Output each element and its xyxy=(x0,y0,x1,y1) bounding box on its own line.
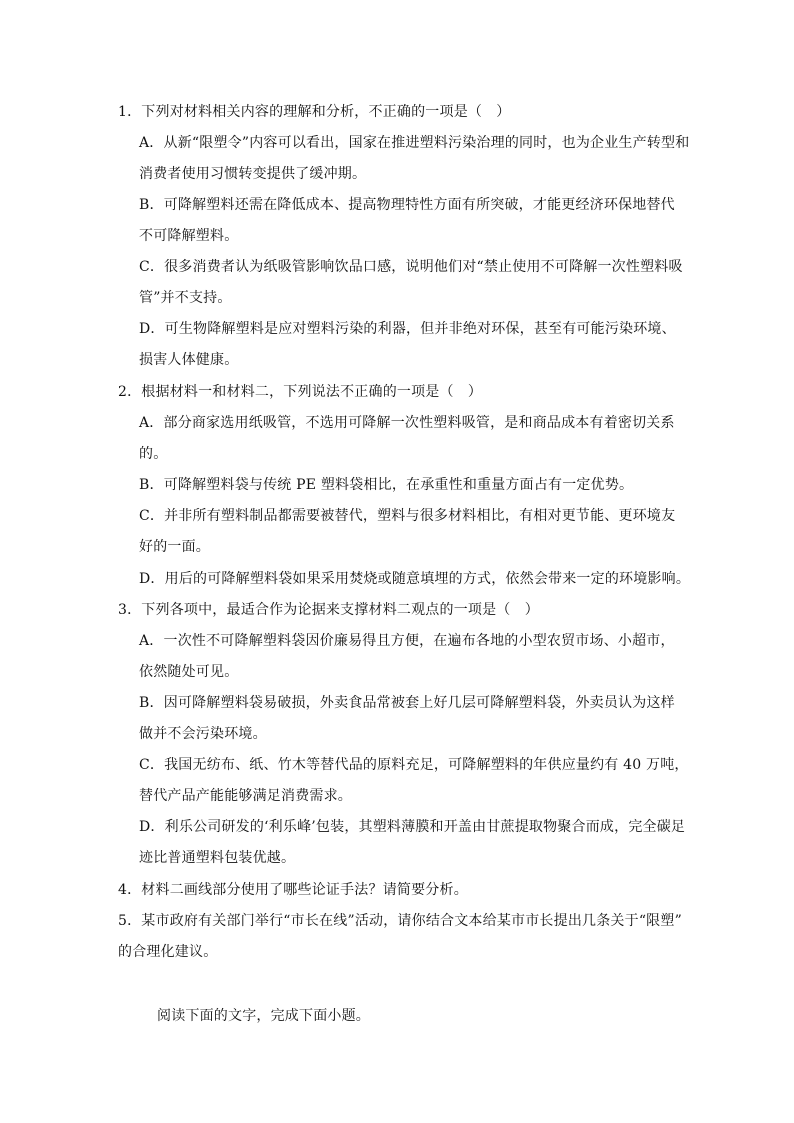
question-1-option-b-line-1: B．可降解塑料还需在降低成本、提高物理特性方面有所突破，才能更经济环保地替代 xyxy=(139,197,675,213)
question-2-option-a-line-2: 的。 xyxy=(139,446,168,462)
question-2-option-a-line-1: A．部分商家选用纸吸管，不选用可降解一次性塑料吸管，是和商品成本有着密切关系 xyxy=(139,415,675,431)
question-3-option-d-line-2: 迹比普通塑料包装优越。 xyxy=(139,850,296,866)
question-1-option-d-line-1: D．可生物降解塑料是应对塑料污染的利器，但并非绝对环保，甚至有可能污染环境、 xyxy=(139,321,676,337)
question-2-option-d-line-1: D．用后的可降解塑料袋如果采用焚烧或随意填埋的方式，依然会带来一定的环境影响。 xyxy=(139,571,691,587)
question-4-stem: 4．材料二画线部分使用了哪些论证手法？请简要分析。 xyxy=(118,882,468,898)
question-2-option-b-line-1: B．可降解塑料袋与传统 PE 塑料袋相比，在承重性和重量方面占有一定优势。 xyxy=(139,477,634,493)
question-3-stem: 3．下列各项中，最适合作为论据来支撑材料二观点的一项是（ ） xyxy=(118,602,539,618)
question-1-option-c-line-1: C．很多消费者认为纸吸管影响饮品口感，说明他们对“禁止使用不可降解一次性塑料吸 xyxy=(139,259,683,275)
question-1-option-d-line-2: 损害人体健康。 xyxy=(139,352,239,368)
question-5-stem-line-2: 的合理化建议。 xyxy=(118,944,218,960)
question-2-option-c-line-2: 好的一面。 xyxy=(139,539,210,555)
question-3-option-b-line-2: 做并不会污染环境。 xyxy=(139,726,267,742)
question-1-option-b-line-2: 不可降解塑料。 xyxy=(139,228,239,244)
question-3-option-a-line-1: A．一次性不可降解塑料袋因价廉易得且方便，在遍布各地的小型农贸市场、小超市， xyxy=(139,633,675,649)
question-3-option-d-line-1: D．利乐公司研发的‘利乐峰’包装，其塑料薄膜和开盖由甘蔗提取物聚合而成，完全碳足 xyxy=(139,819,686,835)
question-3-option-c-line-1: C．我国无纺布、纸、竹木等替代品的原料充足，可降解塑料的年供应量约有 40 万吨， xyxy=(139,757,689,773)
question-1-option-c-line-2: 管”并不支持。 xyxy=(139,290,232,306)
question-3-option-b-line-1: B．因可降解塑料袋易破损，外卖食品常被套上好几层可降解塑料袋，外卖员认为这样 xyxy=(139,695,675,711)
question-2-option-c-line-1: C．并非所有塑料制品都需要被替代，塑料与很多材料相比，有相对更节能、更环境友 xyxy=(139,508,676,524)
question-1-option-a-line-1: A．从新“限塑令”内容可以看出，国家在推进塑料污染治理的同时，也为企业生产转型和 xyxy=(139,135,690,151)
question-3-option-c-line-2: 替代产品产能能够满足消费需求。 xyxy=(139,788,352,804)
question-1-option-a-line-2: 消费者使用习惯转变提供了缓冲期。 xyxy=(139,166,367,182)
question-2-stem: 2．根据材料一和材料二，下列说法不正确的一项是（ ） xyxy=(118,384,483,400)
question-5-stem-line-1: 5．某市政府有关部门举行“市长在线”活动，请你结合文本给某市市长提出几条关于“限塑” xyxy=(118,913,682,929)
question-3-option-a-line-2: 依然随处可见。 xyxy=(139,664,239,680)
question-1-stem: 1．下列对材料相关内容的理解和分析，不正确的一项是（ ） xyxy=(118,104,511,120)
reading-instruction: 阅读下面的文字，完成下面小题。 xyxy=(157,1008,370,1024)
